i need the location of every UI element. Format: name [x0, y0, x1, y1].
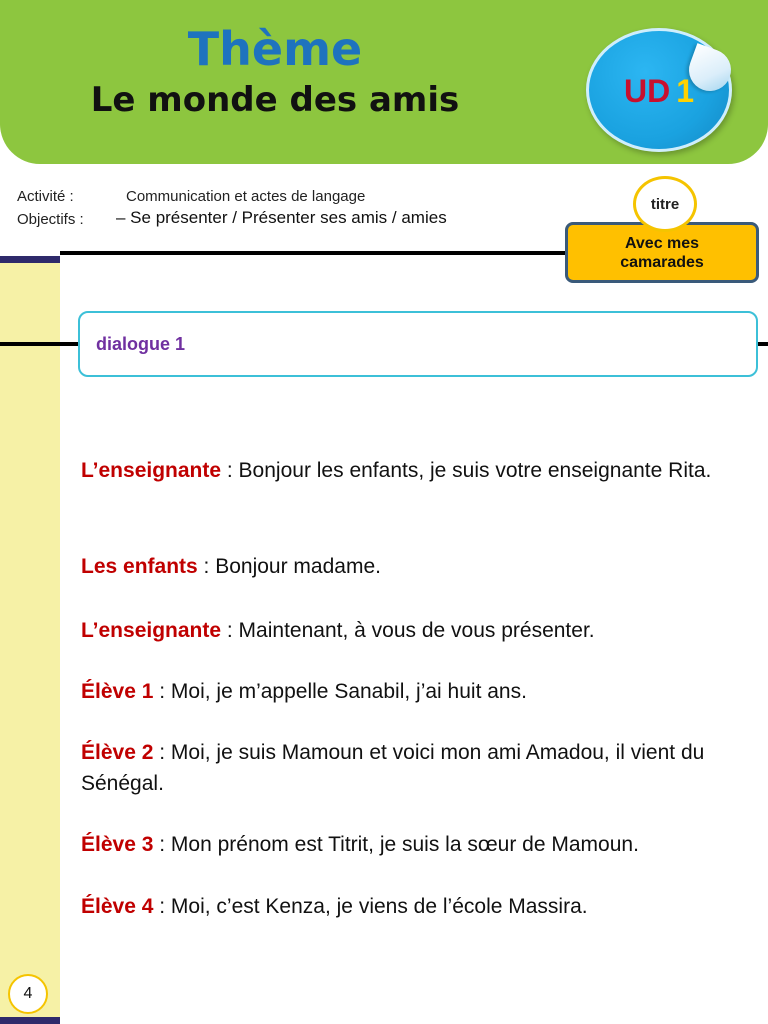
dialogue-text: : Bonjour madame. — [197, 555, 381, 578]
dialogue-line — [81, 676, 741, 707]
divider-line-top — [60, 251, 568, 255]
dialogue-line — [81, 737, 741, 799]
dialogue-text: : Moi, je m’appelle Sanabil, j’ai huit ans. — [153, 680, 527, 703]
speaker-name: Les enfants — [81, 555, 198, 578]
titre-value-line2: camarades — [620, 253, 704, 271]
sidebar-bottom-bar — [0, 1017, 60, 1024]
dialogue-text: : Moi, c’est Kenza, je viens de l’école Massira. — [153, 895, 588, 918]
speaker-name: Élève 1 — [81, 680, 154, 703]
dialogue-text: : Moi, je suis Mamoun et voici mon ami Amadou, il vient du Sénégal. — [81, 741, 705, 795]
titre-value-line1: Avec mes — [624, 234, 700, 252]
objectives-value: – Se présenter / Présenter ses amis / amies — [116, 208, 447, 227]
speaker-name: L’enseignante — [81, 619, 222, 642]
unit-badge-ud: UD — [623, 73, 671, 109]
dialogue-text: : Bonjour les enfants, je suis votre enseignante Rita. — [221, 459, 712, 482]
dialogue-heading: dialogue 1 — [96, 334, 186, 354]
dialogue-line — [81, 891, 741, 922]
unit-badge-text — [589, 73, 729, 110]
dialogue-line — [81, 829, 741, 860]
objectives-label: Objectifs : — [17, 211, 84, 228]
theme-label: Thème — [187, 22, 363, 76]
activity-value: Communication et actes de langage — [126, 188, 366, 205]
page-number: 4 — [8, 974, 48, 1014]
dialogue-text: : Maintenant, à vous de vous présenter. — [221, 619, 595, 642]
dialogue-text: : Mon prénom est Titrit, je suis la sœur de Mamoun. — [153, 833, 639, 856]
dialogue-line — [81, 615, 741, 646]
dialogue-line — [81, 455, 741, 486]
dialogue-line — [81, 551, 741, 582]
unit-badge — [586, 28, 732, 152]
titre-badge: titre — [633, 176, 697, 232]
dialogue-heading-box — [78, 311, 758, 377]
sidebar-top-bar — [0, 256, 60, 263]
theme-title: Le monde des amis — [90, 80, 460, 120]
activity-label: Activité : — [17, 188, 74, 205]
speaker-name: Élève 2 — [81, 741, 154, 764]
speaker-name: Élève 4 — [81, 895, 154, 918]
header-banner — [0, 0, 768, 164]
unit-badge-number: 1 — [676, 73, 694, 109]
left-sidebar — [0, 256, 60, 1024]
speaker-name: L’enseignante — [81, 459, 222, 482]
speaker-name: Élève 3 — [81, 833, 154, 856]
